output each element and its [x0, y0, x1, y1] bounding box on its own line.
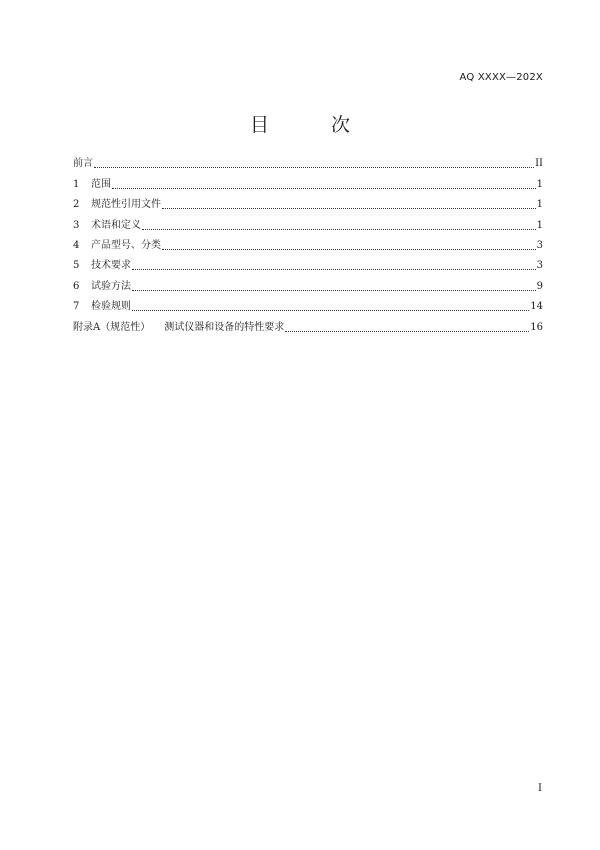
toc-entry-page: 9 [536, 280, 543, 292]
toc-entry-product-model[interactable] [73, 233, 543, 253]
toc-entry-page: 16 [530, 321, 543, 333]
toc-entry-page: 14 [530, 301, 543, 313]
toc-entry-number: 5 [73, 260, 80, 272]
toc-entry-page: 1 [536, 178, 543, 190]
toc-entry-number: 4 [73, 239, 80, 251]
toc-title: 目 次 [249, 114, 379, 136]
toc-entry-label: 检验规则 [91, 301, 131, 313]
dot-leader [162, 208, 536, 209]
toc-entry-inspection-rules[interactable] [73, 294, 543, 314]
toc-entry-label: 试验方法 [91, 280, 131, 292]
toc-entry-number: 2 [73, 199, 80, 211]
dot-leader [112, 188, 536, 189]
toc-entry-page: 1 [536, 219, 543, 231]
toc-entry-label: 范围 [91, 178, 111, 190]
toc-entry-label-extra: 测试仪器和设备的特性要求 [164, 321, 285, 333]
toc-entry-number: 3 [73, 219, 80, 231]
page-number: I [538, 783, 542, 794]
toc-entry-terms-definitions[interactable] [73, 212, 543, 232]
toc-entry-technical-requirements[interactable] [73, 253, 543, 273]
dot-leader [132, 269, 536, 270]
dot-leader [142, 229, 536, 230]
toc-entry-label: 前言 [73, 158, 93, 170]
table-of-contents [73, 151, 543, 335]
toc-entry-number: 7 [73, 301, 80, 313]
dot-leader [285, 331, 529, 332]
toc-entry-number: 6 [73, 280, 80, 292]
toc-entry-label: 产品型号、分类 [91, 239, 161, 251]
dot-leader [132, 290, 536, 291]
toc-entry-page: 1 [536, 199, 543, 211]
toc-entry-appendix-a[interactable] [73, 314, 543, 334]
toc-entry-normative-references[interactable] [73, 192, 543, 212]
toc-entry-label: 规范性引用文件 [91, 199, 161, 211]
toc-entry-page: II [535, 158, 543, 170]
toc-entry-foreword[interactable] [73, 151, 543, 171]
toc-entry-label: 术语和定义 [91, 219, 141, 231]
toc-entry-scope[interactable] [73, 171, 543, 191]
toc-entry-label: 附录A（规范性） [73, 321, 151, 333]
dot-leader [162, 249, 536, 250]
toc-entry-page: 3 [536, 239, 543, 251]
dot-leader [94, 167, 534, 168]
toc-entry-test-methods[interactable] [73, 273, 543, 293]
toc-entry-number: 1 [73, 178, 80, 190]
toc-entry-page: 3 [536, 260, 543, 272]
dot-leader [132, 310, 529, 311]
standard-code: AQ XXXX—202X [459, 72, 543, 83]
toc-entry-label: 技术要求 [91, 260, 131, 272]
